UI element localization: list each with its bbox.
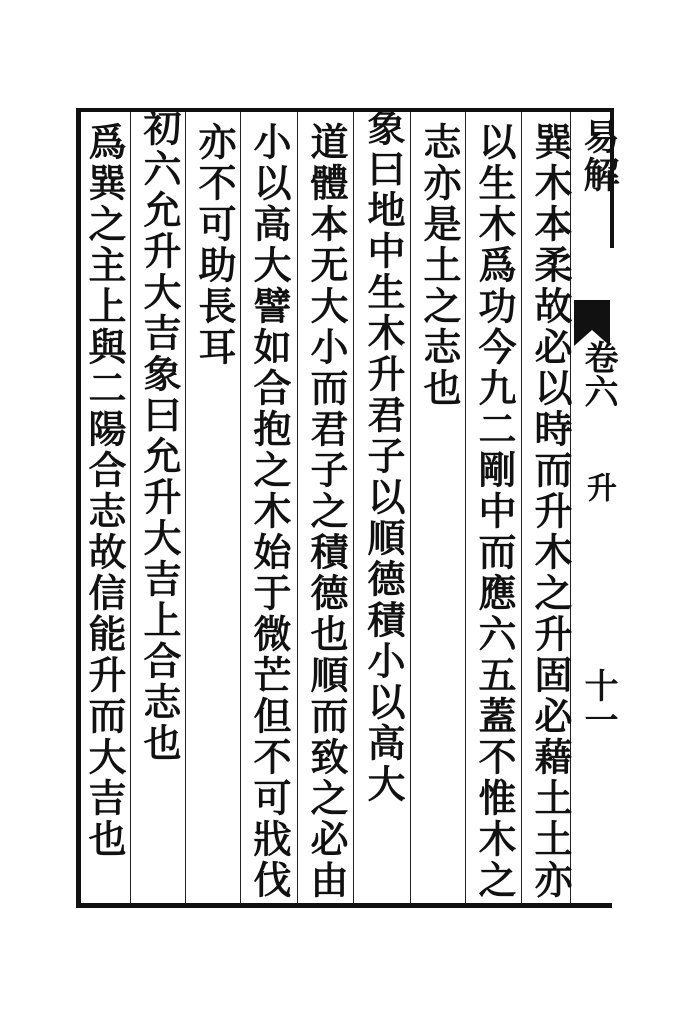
column-rule — [240, 112, 241, 904]
column-rule — [297, 112, 298, 904]
text-column-8: 初六允升大吉象曰允升大吉上合志也 — [137, 108, 182, 764]
text-column-9: 爲巽之主上與二陽合志故信能升而大吉也 — [82, 122, 127, 860]
book-title: 易解 — [578, 118, 620, 194]
text-column-7: 亦不可助長耳 — [192, 122, 237, 368]
text-column-4: 象曰地中生木升君子以順德積小以高大 — [361, 108, 406, 805]
column-rule — [353, 112, 354, 904]
text-column-6: 小以高大譬如合抱之木始于微芒但不可戕伐 — [247, 122, 292, 901]
volume-label: 卷六 — [578, 340, 618, 408]
column-rule — [130, 112, 131, 904]
text-column-5: 道體本无大小而君子之積德也順而致之必由 — [304, 122, 349, 901]
page-number: 十一 — [578, 668, 618, 736]
column-rule — [521, 112, 522, 904]
text-column-2: 以生木爲功今九二剛中而應六五蓋不惟木之 — [472, 122, 517, 901]
column-rule — [185, 112, 186, 904]
column-rule — [410, 112, 411, 904]
section-label: 升 — [581, 472, 616, 502]
column-rule — [465, 112, 466, 904]
text-column-3: 志亦是土之志也 — [417, 122, 462, 409]
text-column-1: 巽木本柔故必以時而升木之升固必藉土土亦 — [528, 122, 573, 901]
